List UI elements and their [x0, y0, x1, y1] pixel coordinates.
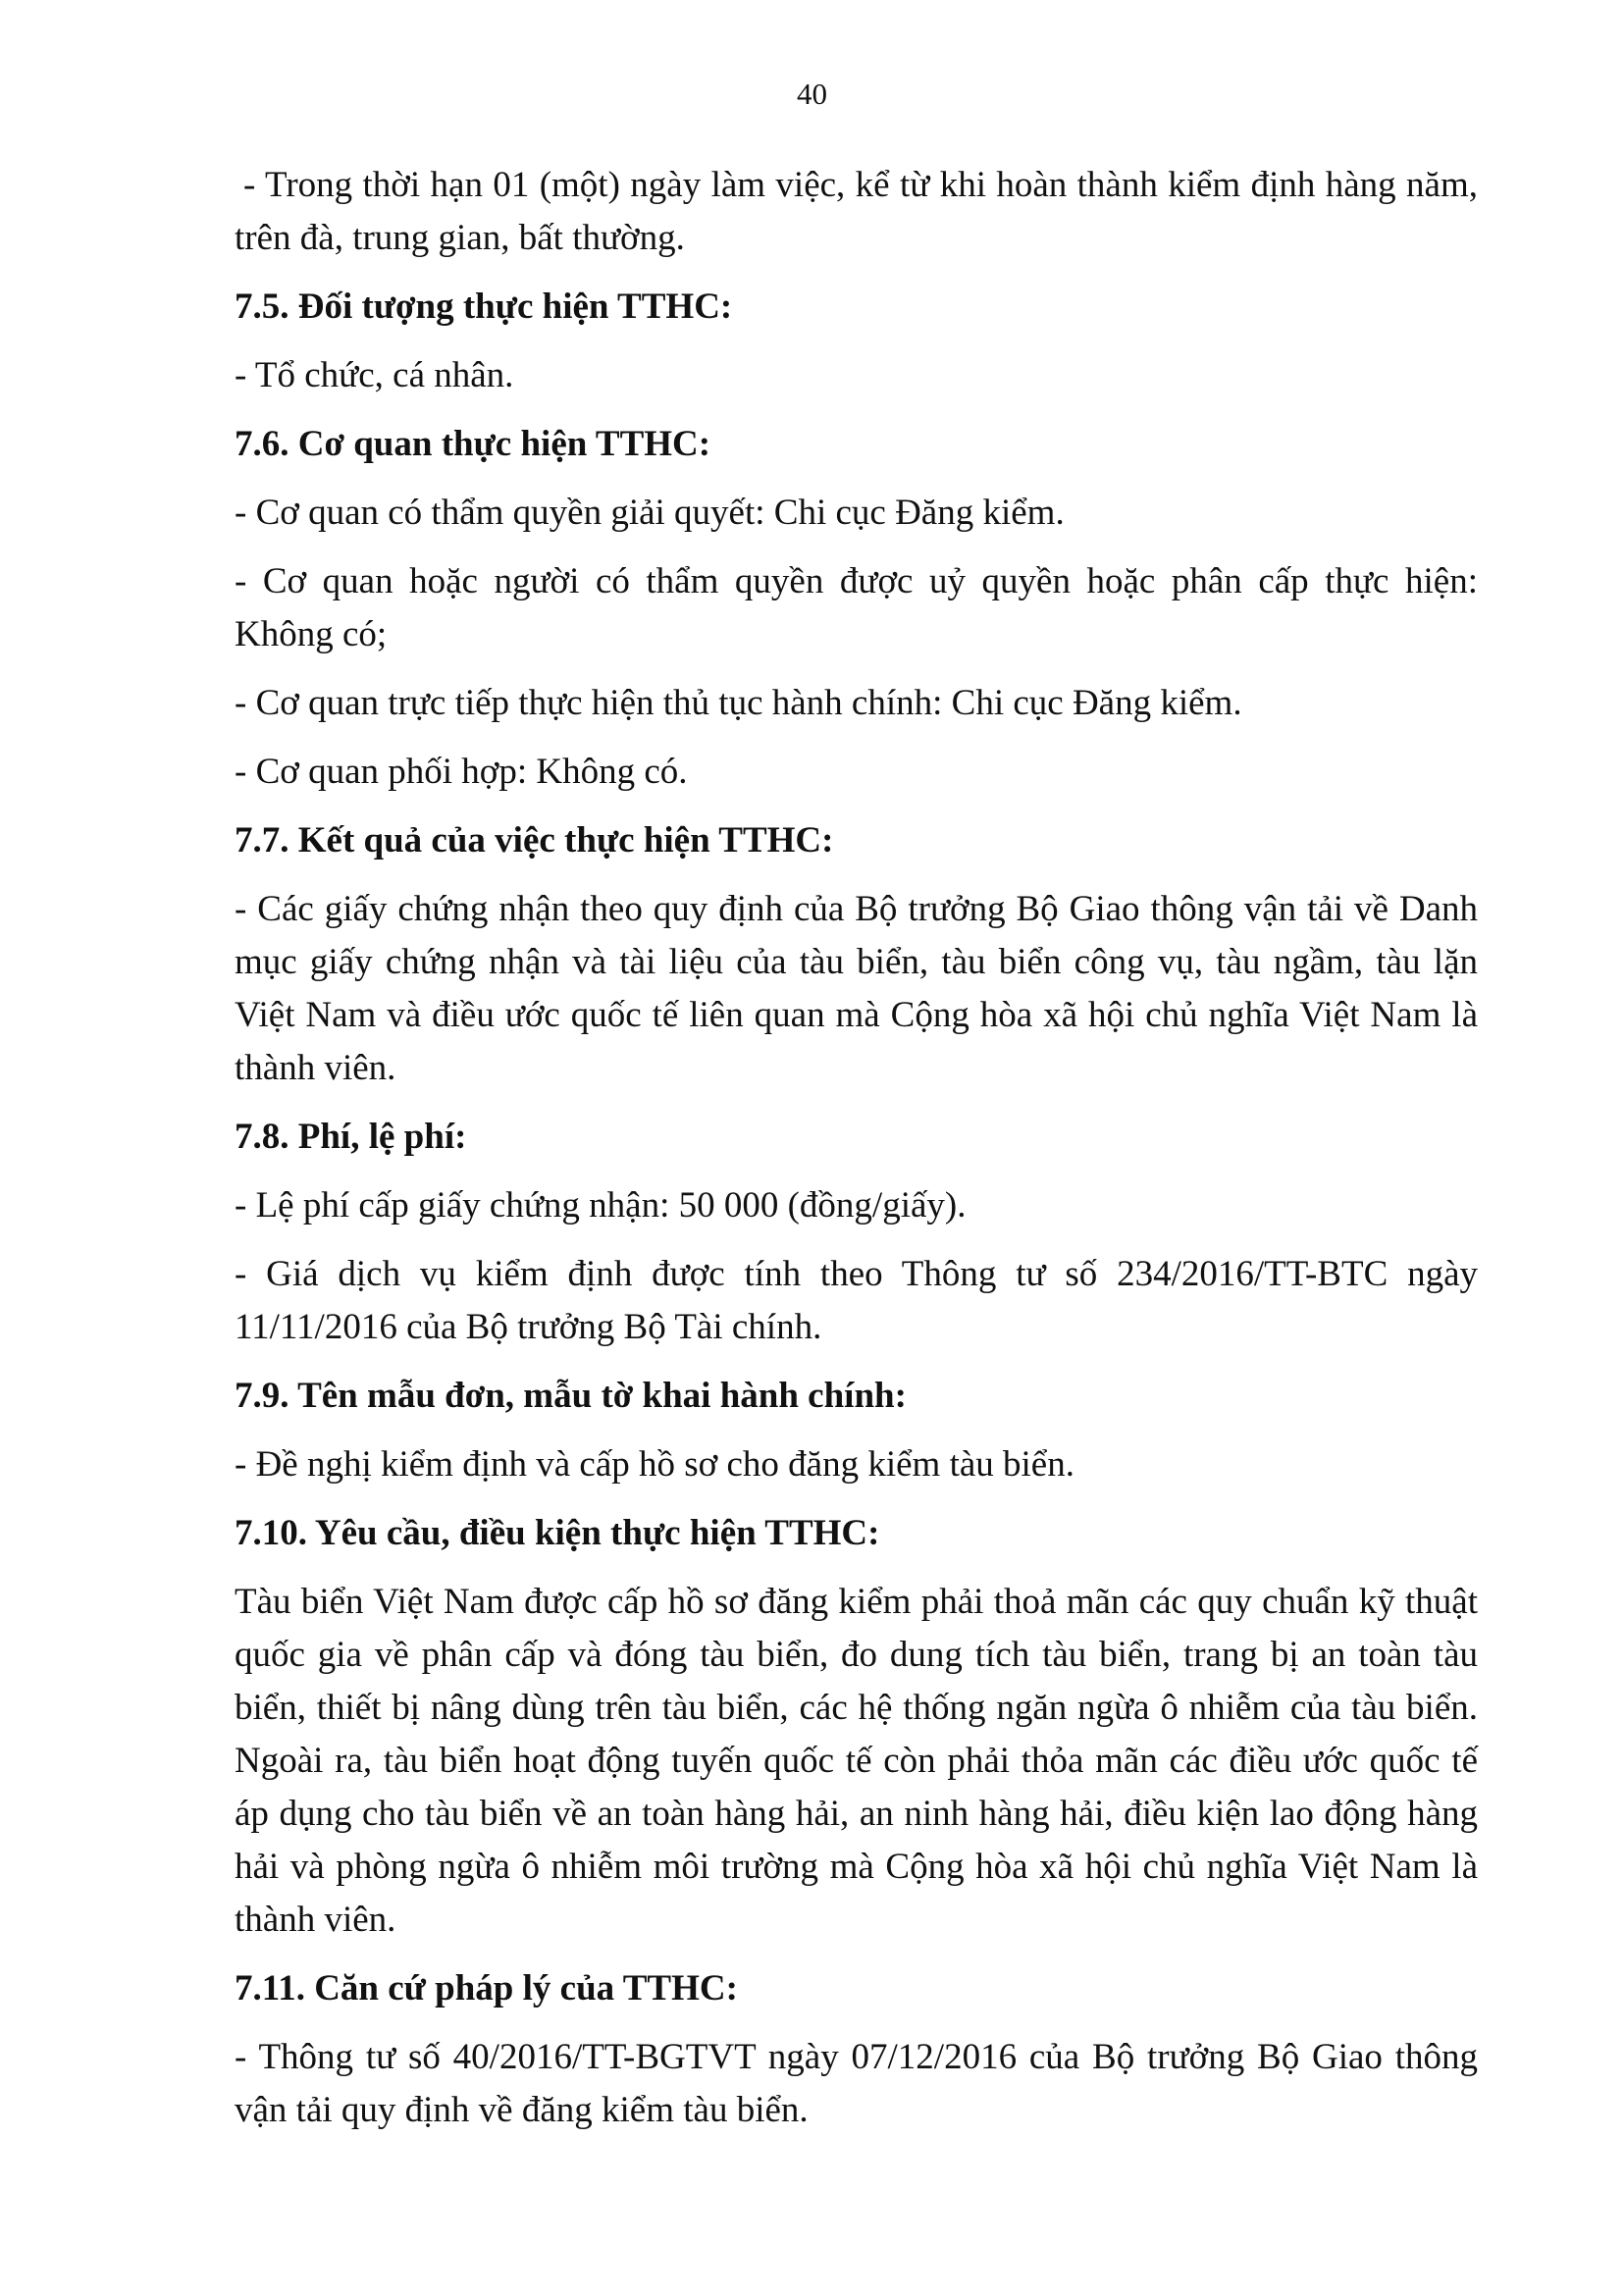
paragraph-deadline: - Trong thời hạn 01 (một) ngày làm việc, kể từ khi hoàn thành kiểm định hàng năm, trên đà, trung gian, bất thường. — [235, 165, 1478, 258]
paragraph-subjects: - Tổ chức, cá nhân. — [235, 355, 514, 395]
heading-7-8: 7.8. Phí, lệ phí: — [235, 1117, 467, 1157]
page-number: 40 — [797, 77, 827, 111]
paragraph-legal-basis: - Thông tư số 40/2016/TT-BGTVT ngày 07/12/2016 của Bộ trưởng Bộ Giao thông vận tải quy định về đăng kiểm tàu biển. — [235, 2037, 1478, 2130]
paragraph-authorized-agency: - Cơ quan hoặc người có thẩm quyền được uỷ quyền hoặc phân cấp thực hiện: Không có; — [235, 561, 1478, 654]
heading-7-11: 7.11. Căn cứ pháp lý của TTHC: — [235, 1968, 738, 2008]
heading-7-9: 7.9. Tên mẫu đơn, mẫu tờ khai hành chính: — [235, 1376, 907, 1416]
paragraph-requirements: Tàu biển Việt Nam được cấp hồ sơ đăng kiểm phải thoả mãn các quy chuẩn kỹ thuật quốc gia về phân cấp và đóng tàu biển, đo dung tích tàu biển, trang bị an toàn tàu biển, thiết bị nâng dùng trên tàu biển, các hệ thống ngăn ngừa ô nhiễm của tàu biển. Ngoài ra, tàu biển hoạt động tuyến quốc tế còn phải thỏa mãn các điều ước quốc tế áp dụng cho tàu biển về an toàn hàng hải, an ninh hàng hải, điều kiện lao động hàng hải và phòng ngừa ô nhiễm môi trường mà Cộng hòa xã hội chủ nghĩa Việt Nam là thành viên. — [235, 1582, 1478, 1940]
paragraph-coordinating-agency: - Cơ quan phối hợp: Không có. — [235, 752, 688, 792]
paragraph-competent-agency: - Cơ quan có thẩm quyền giải quyết: Chi cục Đăng kiểm. — [235, 493, 1065, 533]
paragraph-form-name: - Đề nghị kiểm định và cấp hồ sơ cho đăng kiểm tàu biển. — [235, 1444, 1074, 1485]
paragraph-direct-agency: - Cơ quan trực tiếp thực hiện thủ tục hành chính: Chi cục Đăng kiểm. — [235, 683, 1242, 723]
paragraph-service-price: - Giá dịch vụ kiểm định được tính theo Thông tư số 234/2016/TT-BTC ngày 11/11/2016 của Bộ trưởng Bộ Tài chính. — [235, 1254, 1478, 1347]
document-body — [235, 159, 1478, 2153]
paragraph-fee: - Lệ phí cấp giấy chứng nhận: 50 000 (đồng/giấy). — [235, 1185, 967, 1226]
heading-7-5: 7.5. Đối tượng thực hiện TTHC: — [235, 287, 733, 327]
heading-7-6: 7.6. Cơ quan thực hiện TTHC: — [235, 424, 711, 464]
heading-7-10: 7.10. Yêu cầu, điều kiện thực hiện TTHC: — [235, 1513, 880, 1553]
heading-7-7: 7.7. Kết quả của việc thực hiện TTHC: — [235, 820, 834, 861]
paragraph-results: - Các giấy chứng nhận theo quy định của Bộ trưởng Bộ Giao thông vận tải về Danh mục giấy chứng nhận và tài liệu của tàu biển, tàu biển công vụ, tàu ngầm, tàu lặn Việt Nam và điều ước quốc tế liên quan mà Cộng hòa xã hội chủ nghĩa Việt Nam là thành viên. — [235, 889, 1478, 1088]
